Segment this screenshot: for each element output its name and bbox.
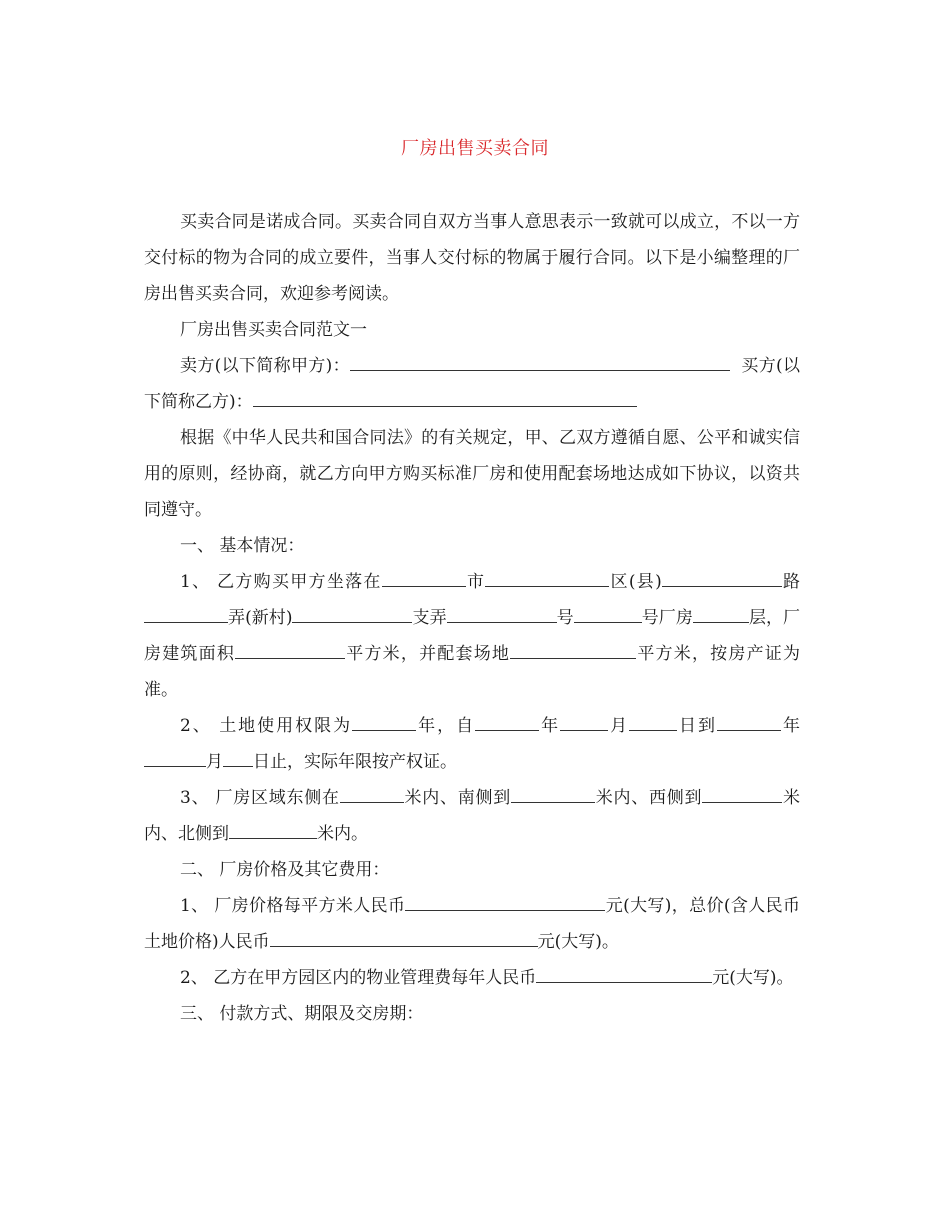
management-fee-blank[interactable]	[536, 964, 712, 983]
text: 弄(新村)	[228, 608, 293, 628]
west-blank[interactable]	[702, 784, 782, 803]
buyer-blank[interactable]	[253, 388, 637, 407]
village-blank[interactable]	[292, 604, 412, 623]
text: 1、 厂房价格每平方米人民币	[180, 896, 406, 916]
term-years-blank[interactable]	[352, 712, 416, 731]
start-day-blank[interactable]	[629, 712, 677, 731]
section-1-heading: 一、 基本情况：	[180, 536, 305, 556]
text: 元(大写)，总价(含人民币土地价格)人民币	[144, 896, 800, 952]
section-1-item-3	[144, 780, 800, 852]
end-month-blank[interactable]	[144, 748, 206, 767]
text: 米内、西侧到	[595, 788, 703, 808]
text: 平方米，并配套场地	[345, 644, 511, 664]
buyer-label: 买方(以下简称乙方)：	[144, 356, 800, 412]
text: 支弄	[412, 608, 447, 628]
section-1-item-2	[144, 708, 800, 780]
text: 号	[556, 608, 574, 628]
text: 3、 厂房区域东侧在	[180, 788, 340, 808]
intro-paragraph: 买卖合同是诺成合同。买卖合同自双方当事人意思表示一致就可以成立，不以一方交付标的物为合同的成立要件，当事人交付标的物属于履行合同。以下是小编整理的厂房出售买卖合同，欢迎参考阅读。	[144, 212, 800, 304]
text: 区(县)	[609, 572, 662, 592]
text: 层，厂房建筑面积	[144, 608, 801, 664]
district-blank[interactable]	[485, 568, 609, 587]
preamble-paragraph: 根据《中华人民共和国合同法》的有关规定，甲、乙双方遵循自愿、公平和诚实信用的原则，经协商，就乙方向甲方购买标准厂房和使用配套场地达成如下协议，以资共同遵守。	[144, 428, 800, 520]
document-title: 厂房出售买卖合同	[401, 138, 549, 159]
end-year-blank[interactable]	[717, 712, 781, 731]
text: 米内、北侧到	[144, 788, 801, 844]
east-blank[interactable]	[340, 784, 404, 803]
text: 2、 土地使用权限为	[180, 716, 353, 736]
text: 2、 乙方在甲方园区内的物业管理费每年人民币	[180, 968, 537, 988]
text: 月	[608, 716, 630, 736]
section-2-heading: 二、 厂房价格及其它费用：	[180, 860, 390, 880]
text: 日止，实际年限按产权证。	[253, 752, 457, 772]
section-2-item-2	[144, 960, 800, 996]
text: 路	[781, 572, 801, 592]
text: 米内。	[317, 824, 368, 844]
text: 米内、南侧到	[403, 788, 511, 808]
floor-area-blank[interactable]	[235, 640, 345, 659]
district-2-blank[interactable]	[662, 568, 782, 587]
north-blank[interactable]	[229, 820, 317, 839]
text: 日到	[677, 716, 718, 736]
start-month-blank[interactable]	[560, 712, 608, 731]
site-area-blank[interactable]	[510, 640, 636, 659]
text: 平方米，按房产证为准。	[144, 644, 801, 700]
text: 号厂房	[641, 608, 693, 628]
city-blank[interactable]	[382, 568, 466, 587]
floor-blank[interactable]	[693, 604, 749, 623]
document-body	[144, 204, 800, 1032]
section-1-item-1	[144, 564, 800, 708]
number-blank[interactable]	[574, 604, 642, 623]
total-price-blank[interactable]	[270, 928, 538, 947]
text: 元(大写)。	[537, 932, 619, 952]
text: 1、 乙方购买甲方坐落在	[180, 572, 382, 592]
text: 年，自	[416, 716, 476, 736]
section-2-item-1	[144, 888, 800, 960]
seller-label: 卖方(以下简称甲方)：	[180, 356, 350, 376]
end-day-blank[interactable]	[223, 748, 253, 767]
sample-heading: 厂房出售买卖合同范文一	[180, 320, 367, 340]
parties-paragraph	[144, 348, 800, 420]
sub-lane-blank[interactable]	[447, 604, 557, 623]
text: 月	[206, 752, 223, 772]
text: 年	[539, 716, 561, 736]
text: 年	[781, 716, 801, 736]
start-year-blank[interactable]	[475, 712, 539, 731]
road-blank[interactable]	[144, 604, 228, 623]
text: 市	[465, 572, 486, 592]
text: 元(大写)。	[712, 968, 794, 988]
section-3-heading: 三、 付款方式、期限及交房期：	[180, 1004, 424, 1024]
unit-price-blank[interactable]	[405, 892, 605, 911]
south-blank[interactable]	[511, 784, 595, 803]
seller-blank[interactable]	[350, 352, 730, 371]
